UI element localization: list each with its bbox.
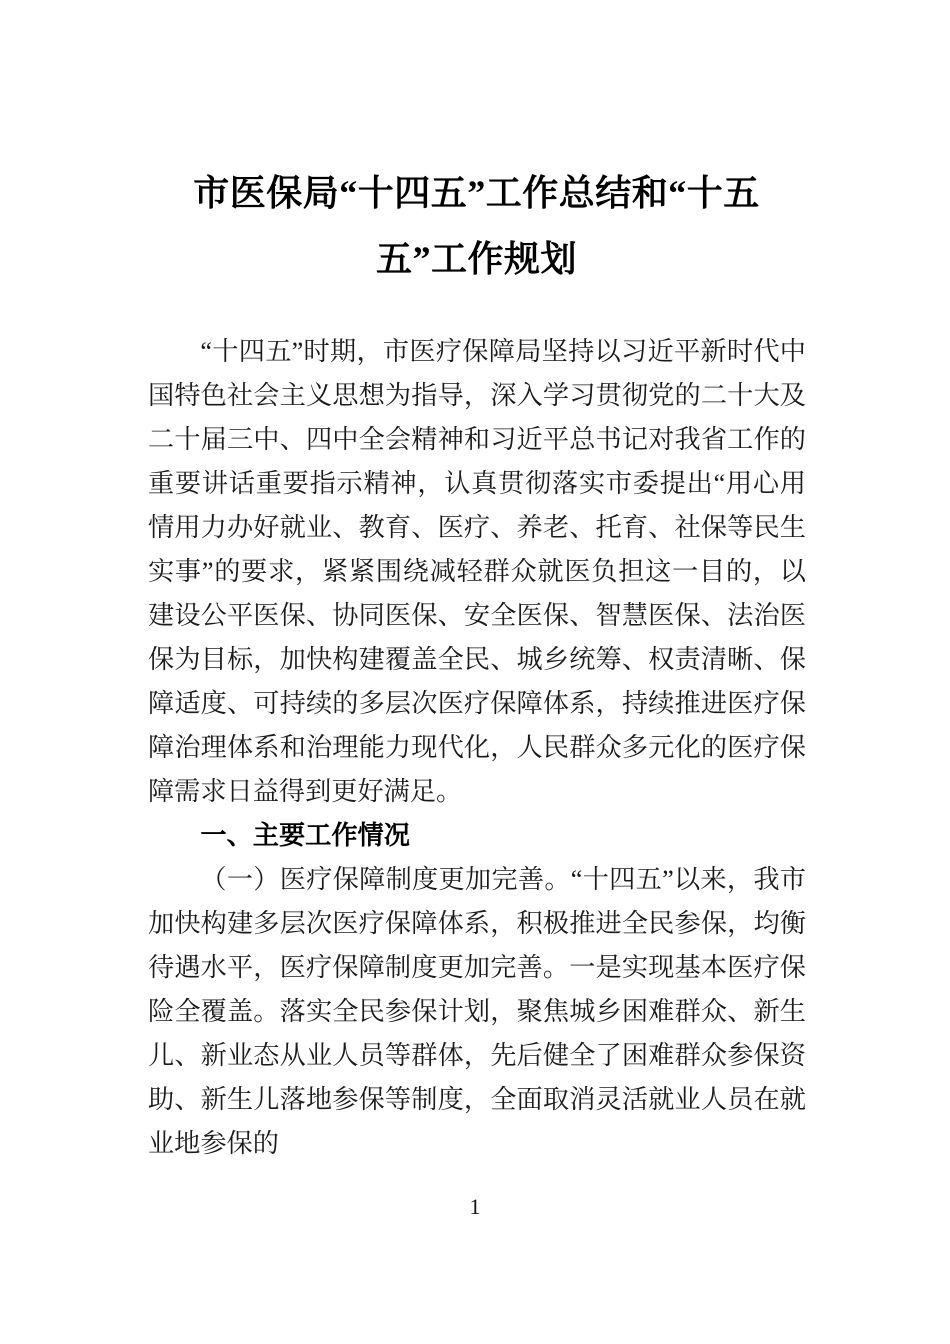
page-number: 1 xyxy=(469,1194,481,1219)
title-line-1: 市医保局“十四五”工作总结和“十五 xyxy=(193,173,760,213)
title-line-2: 五”工作规划 xyxy=(375,239,577,279)
document-body xyxy=(148,330,806,1166)
section-heading-1: 一、主要工作情况 xyxy=(200,821,410,851)
paragraph-intro: “十四五”时期，市医疗保障局坚持以习近平新时代中国特色社会主义思想为指导，深入学习贯彻党的二十大及二十届三中、四中全会精神和习近平总书记对我省工作的重要讲话重要指示精神，认真贯彻落实市委提出“用心用情用力办好就业、教育、医疗、养老、托育、社保等民生实事”的要求，紧紧围绕减轻群众就医负担这一目的，以建设公平医保、协同医保、安全医保、智慧医保、法治医保为目标，加快构建覆盖全民、城乡统筹、权责清晰、保障适度、可持续的多层次医疗保障体系，持续推进医疗保障治理体系和治理能力现代化，人民群众多元化的医疗保障需求日益得到更好满足。 xyxy=(148,337,806,806)
paragraph-section-1-item-1: （一）医疗保障制度更加完善。“十四五”以来，我市加快构建多层次医疗保障体系，积极推进全民参保，均衡待遇水平，医疗保障制度更加完善。一是实现基本医疗保险全覆盖。落实全民参保计划，聚焦城乡困难群众、新生儿、新业态从业人员等群体，先后健全了困难群众参保资助、新生儿落地参保等制度，全面取消灵活就业人员在就业地参保的 xyxy=(148,865,806,1158)
page-title xyxy=(148,160,805,292)
